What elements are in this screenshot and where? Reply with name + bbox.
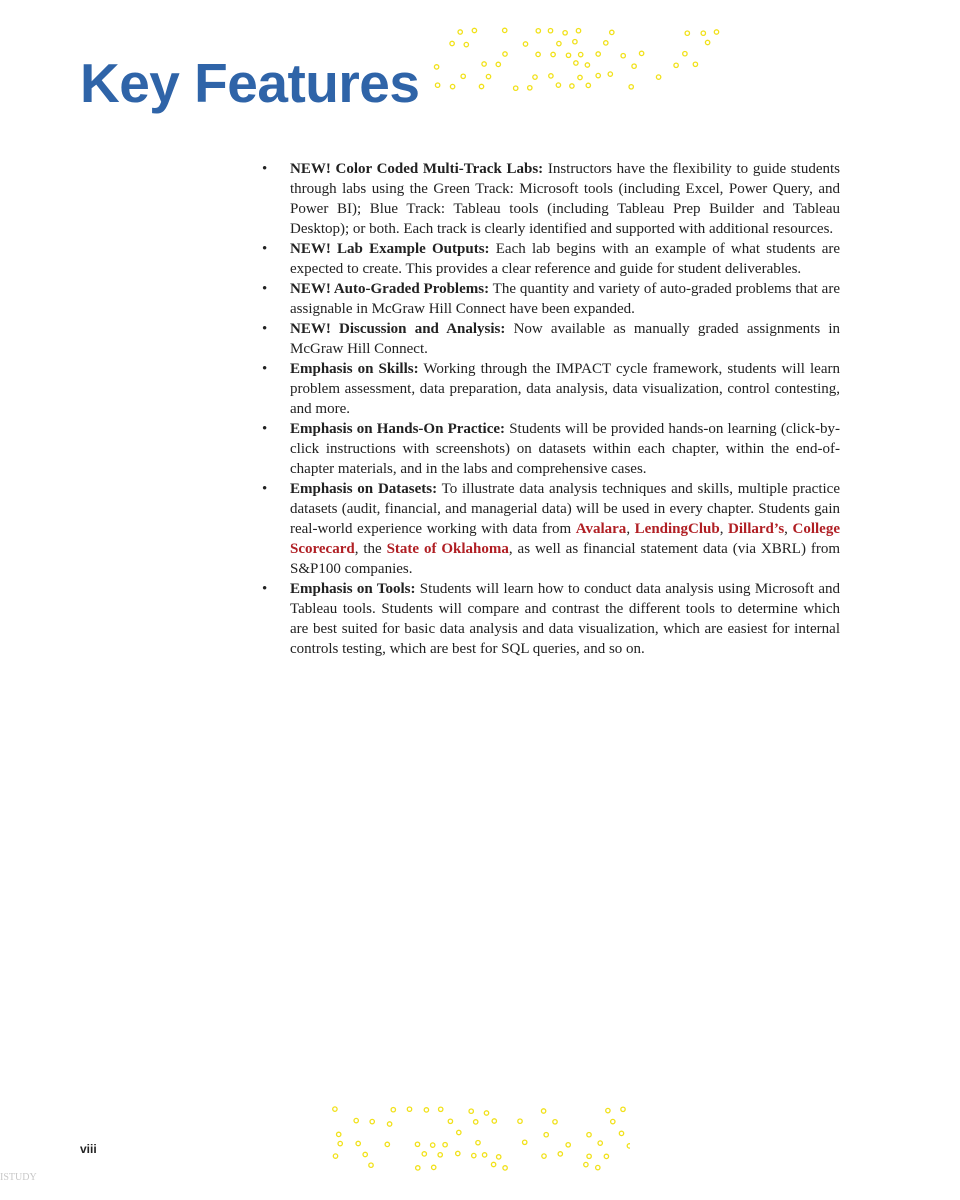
dot-mark <box>354 1118 358 1122</box>
feature-heading: Emphasis on Datasets: <box>290 481 438 497</box>
dot-mark <box>584 1162 588 1166</box>
data-source-name: College Scorecard <box>290 521 840 557</box>
bullet-icon: • <box>262 481 268 497</box>
dot-mark <box>448 1119 452 1123</box>
dot-mark <box>456 1151 460 1155</box>
dot-mark <box>701 31 705 35</box>
dot-mark <box>566 53 570 57</box>
feature-text: Working through the IMPACT cycle framework, students will learn problem assessment, data preparation, data analysis, data visualization, control contesting, and more. <box>290 361 840 417</box>
dot-mark <box>391 1108 395 1112</box>
dot-mark <box>486 74 490 78</box>
dot-mark <box>586 83 590 87</box>
dot-mark <box>566 1143 570 1147</box>
dot-mark <box>474 1120 478 1124</box>
dot-mark <box>457 1130 461 1134</box>
dot-mark <box>491 1162 495 1166</box>
feature-item <box>262 359 840 419</box>
feature-item <box>262 479 840 579</box>
dot-mark <box>542 1154 546 1158</box>
dot-mark <box>422 1152 426 1156</box>
feature-item <box>262 159 840 239</box>
feature-item <box>262 419 840 479</box>
dot-mark <box>461 74 465 78</box>
dot-mark <box>596 1165 600 1169</box>
dot-mark <box>479 84 483 88</box>
dot-mark <box>424 1108 428 1112</box>
dot-mark <box>469 1109 473 1113</box>
dot-mark <box>503 28 507 32</box>
dot-mark <box>536 52 540 56</box>
dot-mark <box>497 1155 501 1159</box>
bullet-icon: • <box>262 241 268 257</box>
feature-text: , <box>719 521 729 537</box>
dot-mark <box>610 30 614 34</box>
feature-text: To illustrate data analysis techniques and skills, multiple practice datasets (audit, financial, and managerial data) will be used in every chapter. Students gain real-world experience working with data from <box>290 481 840 537</box>
dot-mark <box>484 1111 488 1115</box>
feature-text: Now available as manually graded assignments in McGraw Hill Connect. <box>290 321 840 357</box>
feature-item <box>262 579 840 659</box>
feature-text: , <box>784 521 793 537</box>
dot-mark <box>370 1119 374 1123</box>
dot-mark <box>548 29 552 33</box>
dot-mark <box>472 28 476 32</box>
dot-mark <box>639 51 643 55</box>
dot-mark <box>563 31 567 35</box>
dot-mark <box>338 1141 342 1145</box>
data-source-name: Avalara <box>575 521 627 537</box>
data-source-name: LendingClub <box>634 521 720 537</box>
bullet-icon: • <box>262 321 268 337</box>
dot-mark <box>674 63 678 67</box>
dot-mark <box>528 86 532 90</box>
feature-heading: Emphasis on Hands-On Practice: <box>290 421 506 437</box>
dot-mark <box>579 52 583 56</box>
feature-heading: NEW! Auto-Graded Problems: <box>290 281 490 297</box>
dot-mark <box>363 1152 367 1156</box>
dot-mark <box>656 75 660 79</box>
dot-mark <box>387 1122 391 1126</box>
feature-text: Instructors have the flexibility to guide students through labs using the Green Track: Microsoft tools (including Excel, Power Query, and Power BI); Blue Track: Tableau tools (including Tableau Prep Builder and Tableau Desktop); or both. Each track is clearly identified and supported with additional resources. <box>290 161 840 237</box>
dot-mark <box>629 85 633 89</box>
bullet-icon: • <box>262 161 268 177</box>
feature-heading: Emphasis on Skills: <box>290 361 419 377</box>
dot-mark <box>693 62 697 66</box>
dot-mark <box>356 1141 360 1145</box>
dot-mark <box>598 1141 602 1145</box>
dot-mark <box>549 74 553 78</box>
dot-mark <box>432 1165 436 1169</box>
bullet-icon: • <box>262 361 268 377</box>
dot-mark <box>596 52 600 56</box>
dot-mark <box>533 75 537 79</box>
dot-mark <box>482 62 486 66</box>
dot-mark <box>503 52 507 56</box>
dot-mark <box>606 1108 610 1112</box>
feature-heading: NEW! Lab Example Outputs: <box>290 241 490 257</box>
dot-mark <box>438 1153 442 1157</box>
data-source-name: State of Oklahoma <box>386 541 509 557</box>
dot-mark <box>458 30 462 34</box>
dot-mark <box>523 1140 527 1144</box>
dot-mark <box>518 1119 522 1123</box>
decorative-dot-pattern-bottom <box>330 1105 630 1173</box>
dot-mark <box>627 1144 630 1148</box>
feature-item <box>262 239 840 279</box>
dot-mark <box>333 1107 337 1111</box>
dot-mark <box>333 1154 337 1158</box>
watermark: ISTUDY <box>0 1172 37 1183</box>
dot-mark <box>558 1152 562 1156</box>
feature-text: Students will be provided hands-on learning (click-by-click instructions with screenshots) on datasets within each chapter, within the end-of-chapter materials, and in the labs and comprehensive cases. <box>290 421 840 477</box>
dot-mark <box>541 1109 545 1113</box>
bullet-icon: • <box>262 281 268 297</box>
dot-mark <box>536 29 540 33</box>
dot-mark <box>514 86 518 90</box>
dot-mark <box>596 73 600 77</box>
dot-mark <box>578 75 582 79</box>
dot-mark <box>632 64 636 68</box>
dot-mark <box>573 40 577 44</box>
dot-mark <box>431 1143 435 1147</box>
dot-mark <box>557 41 561 45</box>
dot-mark <box>551 52 555 56</box>
feature-text: The quantity and variety of auto-graded problems that are assignable in McGraw Hill Connect have been expanded. <box>290 281 840 317</box>
dot-mark <box>443 1143 447 1147</box>
dot-mark <box>619 1131 623 1135</box>
dot-mark <box>369 1163 373 1167</box>
dot-mark <box>621 1107 625 1111</box>
page-number: viii <box>80 1142 97 1156</box>
dot-mark <box>570 84 574 88</box>
dot-mark <box>685 31 689 35</box>
dot-mark <box>604 1154 608 1158</box>
feature-item <box>262 279 840 319</box>
feature-heading: Emphasis on Tools: <box>290 581 416 597</box>
dot-mark <box>574 61 578 65</box>
dot-mark <box>611 1119 615 1123</box>
dot-mark <box>337 1132 341 1136</box>
feature-text: , as well as financial statement data (via XBRL) from S&P100 companies. <box>290 541 841 577</box>
feature-item <box>262 319 840 359</box>
dot-mark <box>385 1142 389 1146</box>
dot-mark <box>435 83 439 87</box>
dot-mark <box>621 54 625 58</box>
dot-mark <box>496 62 500 66</box>
dot-mark <box>576 29 580 33</box>
dot-mark <box>714 30 718 34</box>
dot-mark <box>553 1120 557 1124</box>
dot-mark <box>683 52 687 56</box>
dot-mark <box>439 1107 443 1111</box>
dot-mark <box>544 1133 548 1137</box>
page-title: Key Features <box>80 52 420 114</box>
key-features-list <box>262 159 840 659</box>
feature-text: , <box>626 521 635 537</box>
dot-mark <box>450 84 454 88</box>
feature-text: Students will learn how to conduct data analysis using Microsoft and Tableau tools. Students will compare and contrast the different tools to determine which are best suited for basic data analysis and data visualization, which are easiest for internal controls testing, which are best for SQL queries, and so on. <box>290 581 840 657</box>
dot-mark <box>415 1142 419 1146</box>
data-source-name: Dillard’s <box>728 521 785 537</box>
dot-mark <box>492 1119 496 1123</box>
dot-mark <box>705 40 709 44</box>
dot-mark <box>585 63 589 67</box>
dot-mark <box>587 1154 591 1158</box>
dot-mark <box>407 1107 411 1111</box>
dot-mark <box>416 1166 420 1170</box>
dot-mark <box>464 42 468 46</box>
dot-mark <box>587 1133 591 1137</box>
dot-mark <box>434 65 438 69</box>
dot-mark <box>482 1153 486 1157</box>
dot-mark <box>604 41 608 45</box>
bullet-icon: • <box>262 421 268 437</box>
feature-text: , the <box>354 541 387 557</box>
dot-mark <box>476 1141 480 1145</box>
dot-mark <box>556 83 560 87</box>
dot-mark <box>450 41 454 45</box>
dot-mark <box>472 1153 476 1157</box>
dot-mark <box>523 42 527 46</box>
feature-heading: NEW! Color Coded Multi-Track Labs: <box>290 161 544 177</box>
feature-heading: NEW! Discussion and Analysis: <box>290 321 506 337</box>
dot-mark <box>608 72 612 76</box>
feature-text: Each lab begins with an example of what students are expected to create. This provides a clear reference and guide for student deliverables. <box>290 241 841 277</box>
dot-mark <box>503 1166 507 1170</box>
bullet-icon: • <box>262 581 268 597</box>
decorative-dot-pattern-top <box>425 26 725 94</box>
